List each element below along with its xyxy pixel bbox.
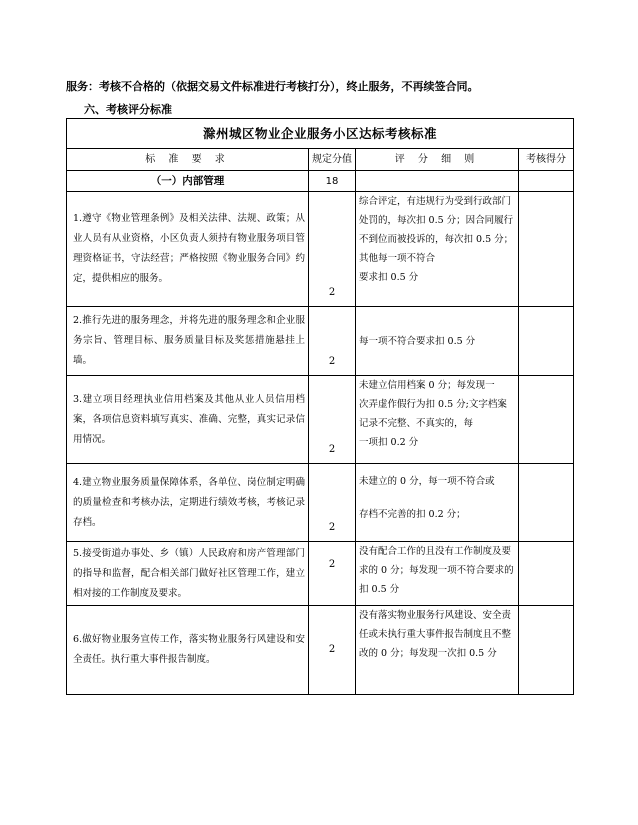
score-cell — [519, 464, 574, 542]
table-row — [67, 606, 574, 695]
header-detail: 评 分 细 则 — [356, 149, 519, 171]
detail-cell — [356, 376, 519, 464]
requirement-cell: 2.推行先进的服务理念，并将先进的服务理念和企业服务宗旨、管理目标、服务质量目标及奖惩措施悬挂上墙。 — [67, 307, 309, 376]
points-cell: 2 — [309, 464, 356, 542]
score-cell — [519, 307, 574, 376]
detail-cell: 没有落实物业服务行风建设、安全责任或未执行重大事件报告制度且不整改的 0 分；每发现一次扣 0.5 分 — [356, 606, 519, 695]
assessment-table — [66, 118, 574, 695]
points-cell: 2 — [309, 606, 356, 695]
requirement-cell: 3.建立项目经理执业信用档案及其他从业人员信用档案，各项信息资料填写真实、准确、完整，真实记录信用情况。 — [67, 376, 309, 464]
points-cell: 2 — [309, 376, 356, 464]
points-cell: 2 — [309, 307, 356, 376]
points-cell: 2 — [309, 542, 356, 606]
table-row — [67, 307, 574, 376]
score-cell — [519, 606, 574, 695]
section-score-cell — [519, 171, 574, 192]
points-cell: 2 — [309, 192, 356, 307]
detail-line: 要求扣 0.5 分 — [359, 272, 419, 283]
detail-line: 综合评定，有违规行为受到行政部门处罚的，每次扣 0.5 分；因合同履行不到位而被投诉的，每次扣 0.5 分；其他每一项不符合 — [359, 196, 514, 264]
detail-cell: 没有配合工作的且没有工作制度及要求的 0 分；每发现一项不符合要求的扣 0.5 分 — [356, 542, 519, 606]
header-points: 规定分值 — [309, 149, 356, 171]
detail-cell — [356, 307, 519, 376]
score-cell — [519, 542, 574, 606]
section-points: 18 — [309, 171, 356, 192]
table-title: 滁州城区物业企业服务小区达标考核标准 — [67, 119, 574, 149]
requirement-cell: 5.接受街道办事处、乡（镇）人民政府和房产管理部门的指导和监督，配合相关部门做好社区管理工作，建立相对接的工作制度及要求。 — [67, 542, 309, 606]
section-label: （一）内部管理 — [67, 171, 309, 192]
detail-line: 次弄虚作假行为扣 0.5 分;文字档案记录不完整、不真实的，每 — [359, 399, 507, 429]
table-row — [67, 542, 574, 606]
score-cell — [519, 192, 574, 307]
requirement-cell: 1.遵守《物业管理条例》及相关法律、法规、政策；从业人员有从业资格，小区负责人须持有物业服务项目管理资格证书，守法经营；严格按照《物业服务合同》约定，提供相应的服务。 — [67, 192, 309, 307]
header-score: 考核得分 — [519, 149, 574, 171]
section-detail-cell — [356, 171, 519, 192]
detail-line: 未建立的 0 分，每一项不符合或 — [359, 476, 495, 487]
detail-line: 每一项不符合要求扣 0.5 分 — [359, 335, 476, 347]
detail-cell — [356, 192, 519, 307]
detail-cell — [356, 464, 519, 542]
section-heading: 六、考核评分标准 — [84, 103, 172, 116]
requirement-cell: 6.做好物业服务宣传工作，落实物业服务行风建设和安全责任。执行重大事件报告制度。 — [67, 606, 309, 695]
table-row — [67, 376, 574, 464]
detail-line: 一项扣 0.2 分 — [359, 437, 419, 448]
table-row — [67, 192, 574, 307]
intro-text: 服务：考核不合格的（依据交易文件标准进行考核打分），终止服务，不再续签合同。 — [66, 80, 479, 93]
requirement-cell: 4.建立物业服务质量保障体系，各单位、岗位制定明确的质量检查和考核办法，定期进行绩效考核，考核记录存档。 — [67, 464, 309, 542]
detail-line: 未建立信用档案 0 分；每发现一 — [359, 380, 495, 391]
table-row — [67, 464, 574, 542]
header-standard: 标 准 要 求 — [67, 149, 309, 171]
detail-line: 存档不完善的扣 0.2 分； — [359, 509, 466, 520]
score-cell — [519, 376, 574, 464]
